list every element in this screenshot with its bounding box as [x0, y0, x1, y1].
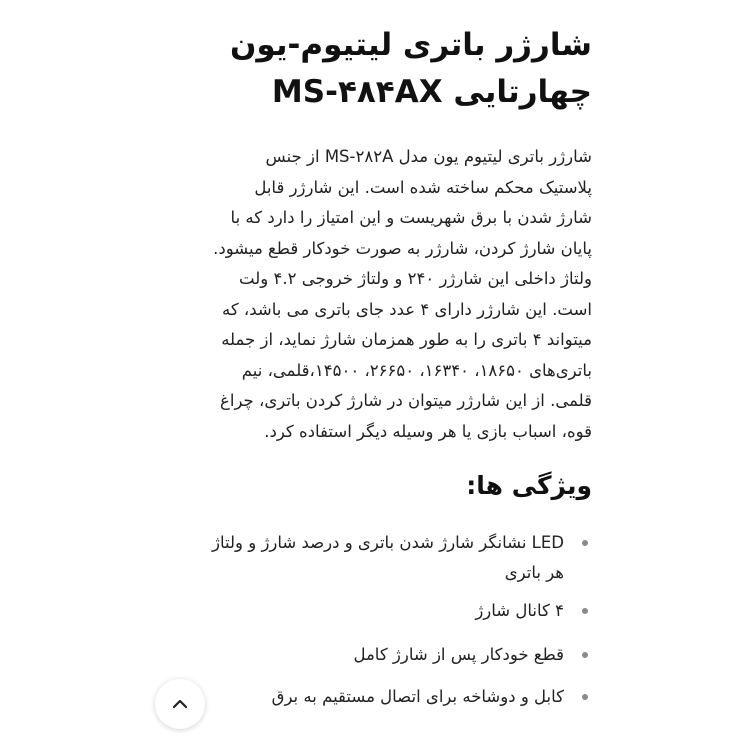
- description-line: پلاستیک محکم ساخته شده است. این شارژر قابل: [254, 177, 592, 197]
- scroll-to-top-button[interactable]: [155, 679, 205, 729]
- features-list: [152, 528, 592, 712]
- description-line: است. این شارژر دارای ۴ عدد جای باتری می باشد، که: [221, 299, 592, 319]
- product-description: [167, 142, 592, 447]
- description-line: پایان شارژ کردن، شارژر به صورت خودکار قطع میشود.: [213, 238, 592, 258]
- feature-item: [152, 640, 592, 670]
- bullet-icon: [582, 694, 588, 700]
- feature-text: ۴ کانال شارژ: [475, 601, 564, 620]
- description-line: قلمی. از این شارژر میتوان در شارژ کردن باتری، چراغ: [220, 391, 592, 410]
- feature-text: هر باتری: [504, 563, 564, 582]
- feature-text: قطع خودکار پس از شارژ کامل: [353, 645, 564, 664]
- bullet-icon: [582, 540, 588, 546]
- feature-text: کابل و دوشاخه برای اتصال مستقیم به برق: [271, 687, 564, 706]
- chevron-up-icon: [170, 694, 190, 714]
- feature-item: [152, 682, 592, 712]
- description-line: شارژ شدن با برق شهریست و این امتیاز را دارد که با: [230, 208, 592, 227]
- feature-item: [152, 528, 592, 588]
- features-heading: ویژگی ها:: [466, 471, 592, 500]
- bullet-icon: [582, 608, 588, 614]
- description-line: میتواند ۴ باتری را به طور همزمان شارژ نماید، از جمله: [221, 330, 592, 349]
- description-line: شارژر باتری لیتیوم یون مدل MS-۲۸۲A از جنس: [265, 147, 592, 166]
- description-line: باتری‌های ۱۸۶۵۰، ۱۶۳۴۰، ۲۶۶۵۰، ۱۴۵۰۰،قلمی، نیم: [241, 360, 592, 380]
- product-title-line-2: چهارتایی MS-۴۸۴AX: [271, 74, 592, 110]
- feature-text: LED نشانگر شارژ شدن باتری و درصد شارژ و ولتاژ: [212, 533, 564, 552]
- description-line: ولتاژ داخلی این شارژر ۲۴۰ و ولتاژ خروجی ۴.۲ ولت: [239, 269, 592, 288]
- product-title: [172, 22, 592, 116]
- bullet-icon: [582, 652, 588, 658]
- feature-item: [152, 596, 592, 626]
- product-title-line-1: شارژر باتری لیتیوم-یون: [229, 27, 592, 63]
- description-line: قوه، اسباب بازی یا هر وسیله دیگر استفاده کرد.: [264, 421, 592, 441]
